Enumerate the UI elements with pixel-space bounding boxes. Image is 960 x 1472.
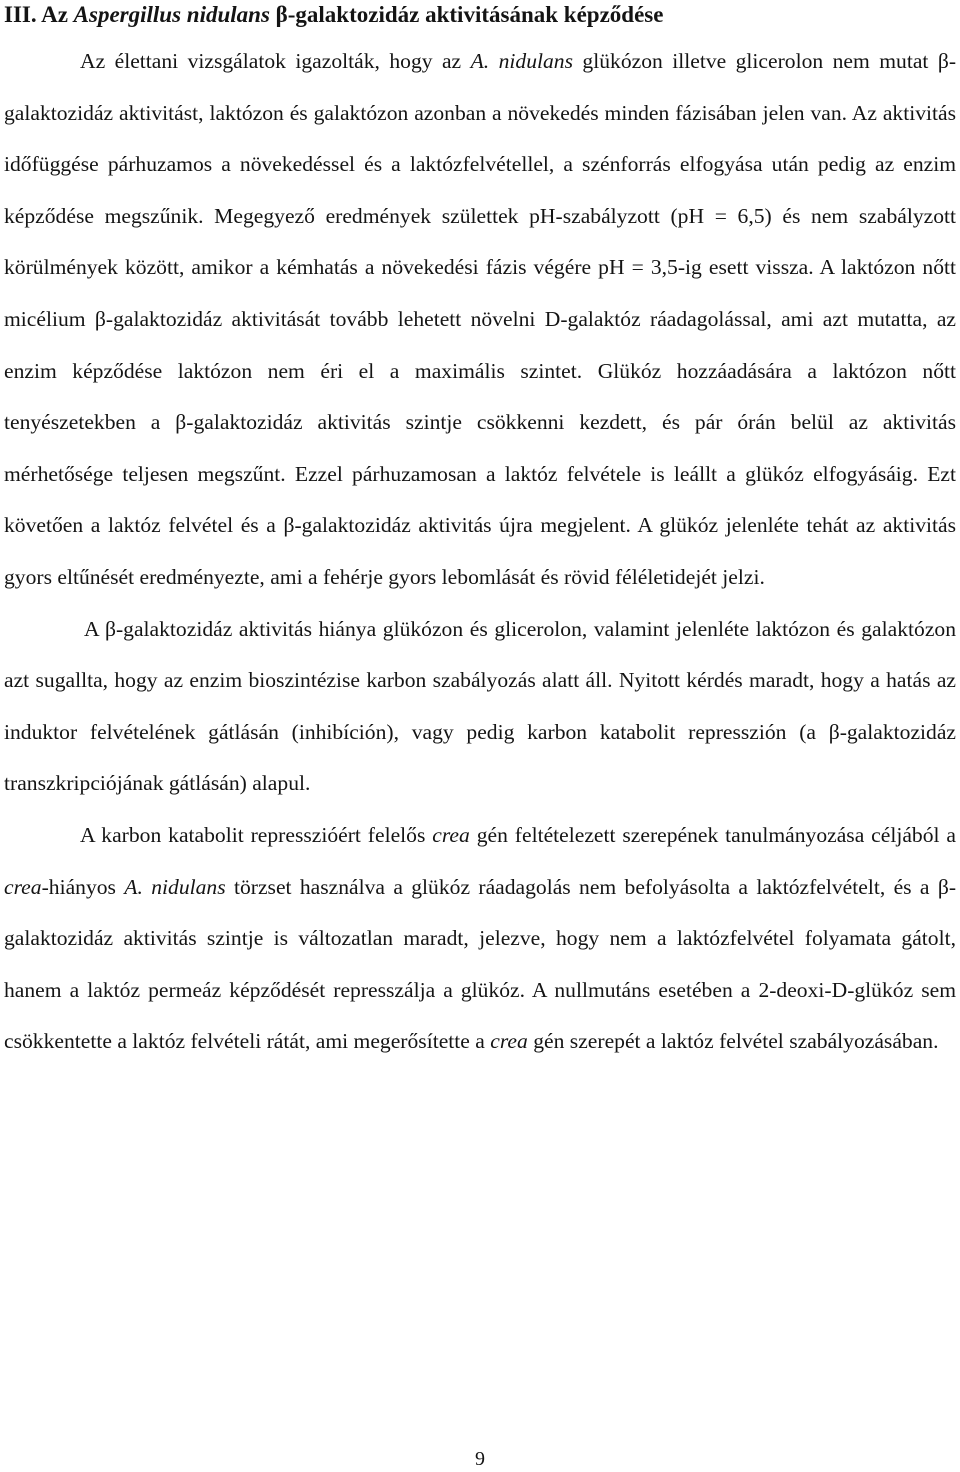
document-page: [4, 0, 956, 1068]
heading-post: β-galaktozidáz aktivitásának képződése: [269, 2, 664, 27]
heading-pre: Az: [41, 2, 74, 27]
paragraph-1-text-a: Az élettani vizsgálatok igazolták, hogy az: [80, 49, 471, 73]
paragraph-1: [4, 36, 956, 604]
section-heading: [4, 0, 956, 30]
paragraph-3-text-e: gén szerepét a laktóz felvétel szabályozásában.: [527, 1029, 939, 1054]
section-number: III.: [4, 2, 37, 27]
page-number: 9: [475, 1448, 485, 1470]
paragraph-3-gene-a: crea: [432, 822, 470, 847]
paragraph-3-text-d: törzset használva a glükóz ráadagolás nem befolyásolta a laktózfelvételt, és a β-galaktozidáz aktivitás szintje is változatlan maradt, jelezve, hogy nem a laktózfelvétel folyamata gátolt, hanem a laktóz permeáz képződését represszálja a glükóz. A nullmutáns esetében a 2-deoxi-D-glükóz sem csökkentette a laktóz felvételi rátát, ami megerősítette a: [4, 874, 957, 1054]
paragraph-3-gene-b: crea: [4, 874, 42, 899]
paragraph-3-text-b: gén feltételezett szerepének tanulmányozása céljából a: [469, 822, 956, 847]
paragraph-3: [4, 810, 956, 1068]
paragraph-3-species: A. nidulans: [124, 874, 226, 899]
paragraph-3-text-c: -hiányos: [41, 874, 125, 899]
paragraph-1-text-b: glükózon illetve glicerolon nem mutat β-galaktozidáz aktivitást, laktózon és galaktózon azonban a növekedés minden fázisában jelen van. Az aktivitás időfüggése párhuzamos a növekedéssel és a laktózfelvétellel, a szénforrás elfogyása után pedig az enzim képződése megszűnik. Megegyező eredmények születtek pH-szabályzott (pH = 6,5) és nem szabályzott körülmények között, amikor a kémhatás a növekedési fázis végére pH = 3,5-ig esett vissza. A laktózon nőtt micélium β-galaktozidáz aktivitását tovább lehetett növelni D-galaktóz ráadagolással, ami azt mutatta, az enzim képződése laktózon nem éri el a maximális szintet. Glükóz hozzáadására a laktózon nőtt tenyészetekben a β-galaktozidáz aktivitás szintje csökkenni kezdett, és pár órán belül az aktivitás mérhetősége teljesen megszűnt. Ezzel párhuzamosan a laktóz felvétele is leállt a glükóz elfogyásáig. Ezt követően a laktóz felvétel és a β-galaktozidáz aktivitás újra megjelent. A glükóz jelenléte tehát az aktivitás gyors eltűnését eredményezte, ami a fehérje gyors lebomlását és rövid féléletidejét jelzi.: [4, 49, 957, 589]
heading-species: Aspergillus nidulans: [73, 2, 270, 27]
paragraph-2: [4, 604, 956, 810]
paragraph-3-gene-c: crea: [490, 1029, 528, 1054]
paragraph-1-species: A. nidulans: [470, 49, 573, 73]
paragraph-3-text-a: A karbon katabolit represszióért felelős: [80, 822, 433, 847]
paragraph-2-text: A β-galaktozidáz aktivitás hiánya glükózon és glicerolon, valamint jelenléte laktózon és galaktózon azt sugallta, hogy az enzim bioszintézise karbon szabályozás alatt áll. Nyitott kérdés maradt, hogy a hatás az induktor felvételének gátlásán (inhibíción), vagy pedig karbon katabolit represszión (a β-galaktozidáz transzkripciójának gátlásán) alapul.: [4, 616, 956, 796]
